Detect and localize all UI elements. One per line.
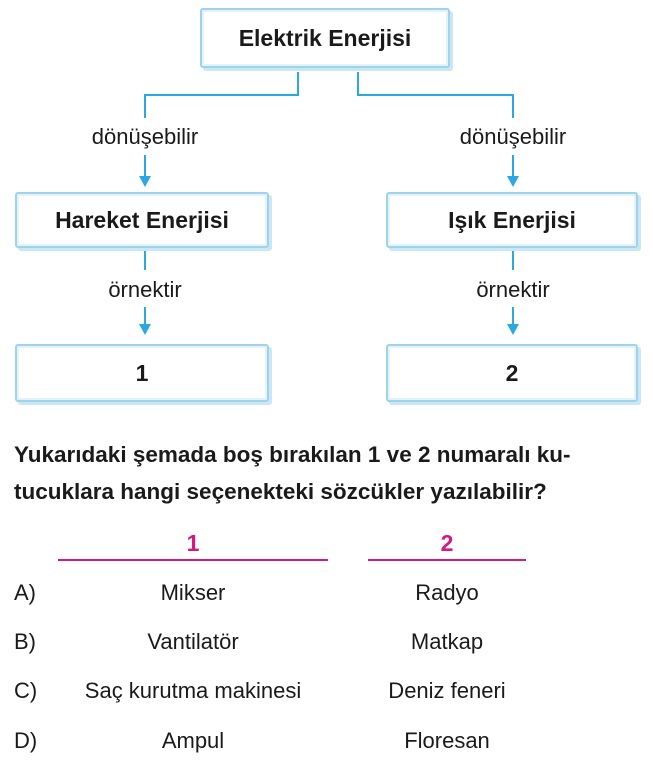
option-c-letter[interactable]: C)	[14, 678, 38, 703]
option-a-col2: Radyo	[415, 580, 479, 605]
question-line-2: tucuklara hangi seçenekteki sözcükler yazılabilir?	[14, 479, 547, 504]
arrow-down-icon	[507, 324, 519, 335]
option-b-col2: Matkap	[410, 629, 484, 654]
box-blank-2: 2	[386, 344, 638, 402]
question-text	[14, 436, 644, 510]
arrow-down-icon	[507, 176, 519, 187]
box-light-energy: Işık Enerjisi	[386, 192, 638, 248]
column-rule-1	[58, 559, 328, 561]
box-motion-energy: Hareket Enerjisi	[15, 192, 269, 248]
option-d-letter[interactable]: D)	[14, 728, 38, 753]
column-header-2: 2	[440, 530, 454, 556]
box-blank-1: 1	[15, 344, 269, 402]
option-b-col1: Vantilatör	[147, 629, 239, 654]
option-d-col2: Floresan	[404, 728, 490, 753]
option-a-letter[interactable]: A)	[14, 580, 36, 605]
column-header-1: 1	[186, 530, 200, 556]
option-c-col1: Saç kurutma makinesi	[84, 678, 302, 703]
connector-right-top	[358, 72, 513, 118]
box-electric-energy: Elektrik Enerjisi	[200, 8, 450, 68]
label-converts-right: dönüşebilir	[459, 124, 567, 149]
label-example-left: örnektir	[108, 277, 182, 302]
option-b-letter[interactable]: B)	[14, 629, 36, 654]
arrow-down-icon	[139, 176, 151, 187]
label-example-right: örnektir	[476, 277, 550, 302]
option-c-col2: Deniz feneri	[388, 678, 506, 703]
label-converts-left: dönüşebilir	[91, 124, 199, 149]
question-line-1: Yukarıdaki şemada boş bırakılan 1 ve 2 numaralı ku-	[14, 442, 571, 467]
connector-left-top	[145, 72, 298, 118]
arrow-down-icon	[139, 324, 151, 335]
option-a-col1: Mikser	[160, 580, 226, 605]
column-rule-2	[368, 559, 526, 561]
option-d-col1: Ampul	[161, 728, 225, 753]
